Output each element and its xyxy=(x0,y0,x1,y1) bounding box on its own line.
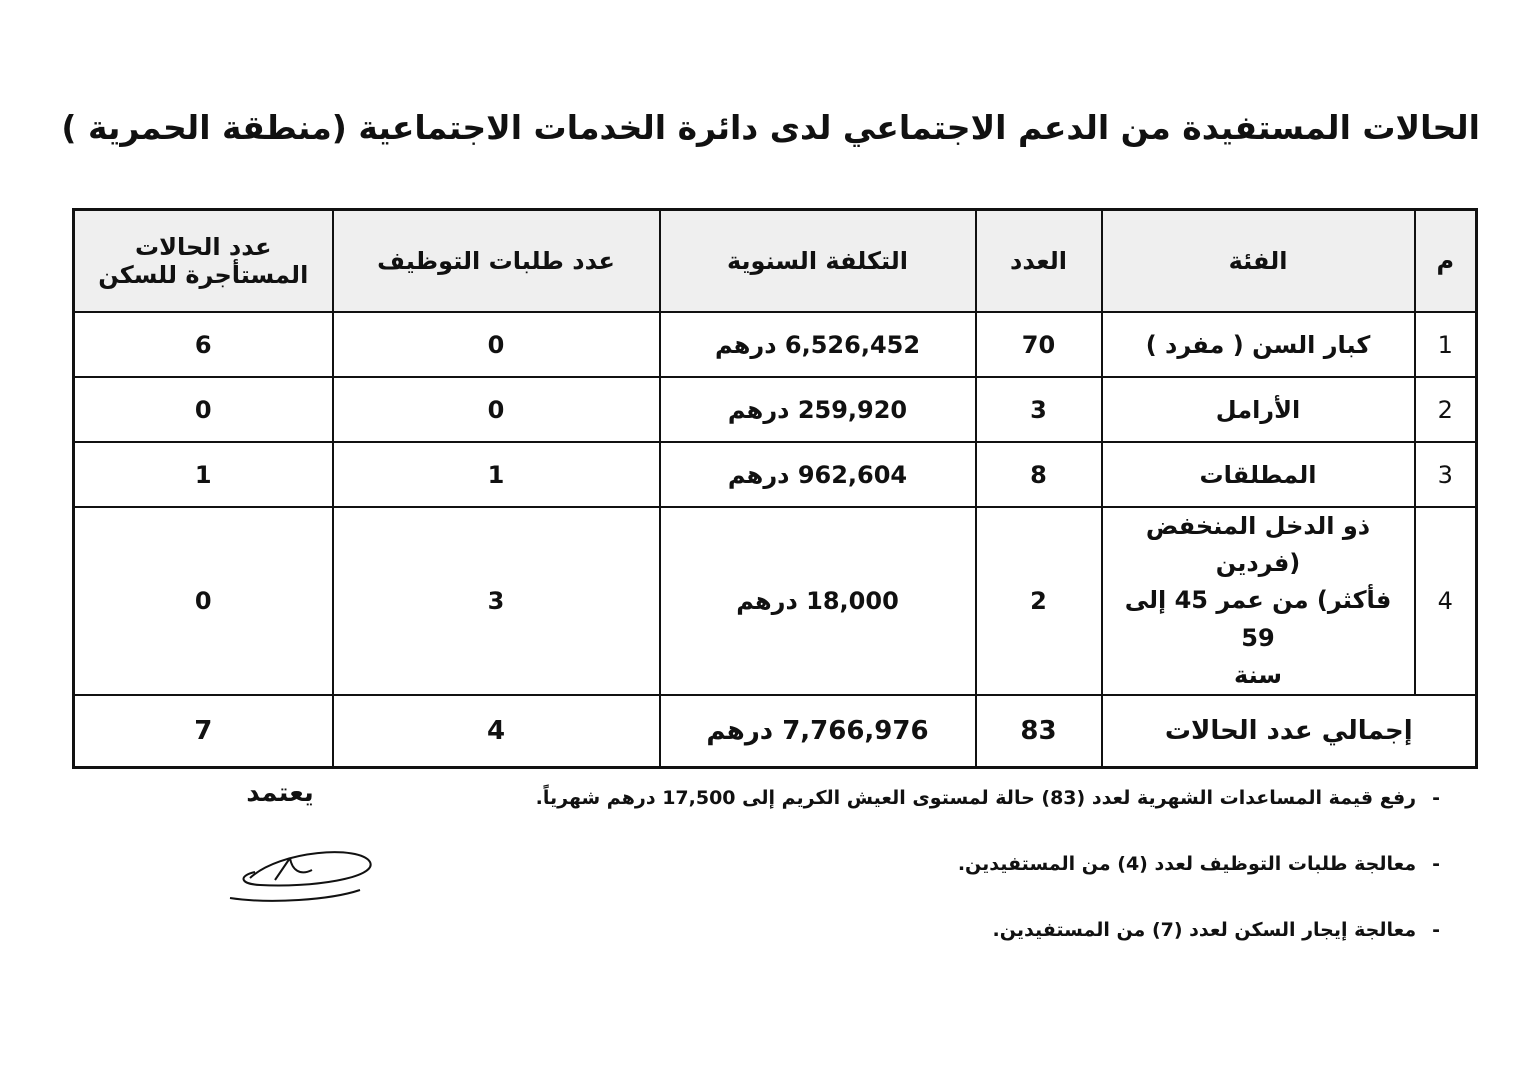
note-item xyxy=(560,844,1440,910)
cell-category-line3: سنة xyxy=(1234,660,1282,689)
cell-employment-requests: 0 xyxy=(333,377,660,442)
note-item xyxy=(560,910,1440,976)
table-row xyxy=(74,377,1477,442)
document-title: الحالات المستفيدة من الدعم الاجتماعي لدى دائرة الخدمات الاجتماعية (منطقة الحمرية ) xyxy=(61,108,1480,147)
cell-rented-housing: 0 xyxy=(74,377,333,442)
cell-category: كبار السن ( مفرد ) xyxy=(1102,312,1415,377)
cell-category: المطلقات xyxy=(1102,442,1415,507)
note-dash: - xyxy=(1432,919,1440,941)
cell-count: 3 xyxy=(976,377,1102,442)
notes-list xyxy=(535,778,1440,976)
cell-no: 2 xyxy=(1415,377,1477,442)
table-row xyxy=(74,507,1477,695)
cell-category-line2: فأكثر) من عمر 45 إلى 59 xyxy=(1124,586,1392,652)
signature-icon xyxy=(220,840,380,910)
header-count: العدد xyxy=(976,210,1102,313)
header-rented-housing xyxy=(74,210,333,313)
cell-no: 1 xyxy=(1415,312,1477,377)
header-category: الفئة xyxy=(1102,210,1415,313)
table-header-row xyxy=(74,210,1477,313)
approval-label: يعتمد xyxy=(246,778,314,808)
cell-no: 4 xyxy=(1415,507,1477,695)
cell-category xyxy=(1102,507,1415,695)
beneficiaries-table xyxy=(72,208,1478,769)
table-row xyxy=(74,312,1477,377)
cell-count: 8 xyxy=(976,442,1102,507)
cell-rented-housing: 1 xyxy=(74,442,333,507)
note-dash: - xyxy=(1432,853,1440,875)
cell-category-line1: ذو الدخل المنخفض (فردين xyxy=(1145,512,1371,578)
note-text: معالجة إيجار السكن لعدد (7) من المستفيدين. xyxy=(992,919,1417,941)
header-annual-cost: التكلفة السنوية xyxy=(660,210,976,313)
cell-rented-housing: 6 xyxy=(74,312,333,377)
header-employment-requests: عدد طلبات التوظيف xyxy=(333,210,660,313)
cell-count: 2 xyxy=(976,507,1102,695)
header-no: م xyxy=(1415,210,1477,313)
header-rented-housing-line2: المستأجرة للسكن xyxy=(98,261,309,289)
header-rented-housing-line1: عدد الحالات xyxy=(135,233,272,261)
total-annual-cost: 7,766,976 درهم xyxy=(660,695,976,768)
cell-rented-housing: 0 xyxy=(74,507,333,695)
table-row xyxy=(74,442,1477,507)
total-label: إجمالي عدد الحالات xyxy=(1102,695,1477,768)
note-text: معالجة طلبات التوظيف لعدد (4) من المستفيدين. xyxy=(957,853,1417,875)
cell-count: 70 xyxy=(976,312,1102,377)
cell-employment-requests: 1 xyxy=(333,442,660,507)
total-count: 83 xyxy=(976,695,1102,768)
cell-employment-requests: 3 xyxy=(333,507,660,695)
note-text: رفع قيمة المساعدات الشهرية لعدد (83) حالة لمستوى العيش الكريم إلى 17,500 درهم شهرياً. xyxy=(535,787,1417,809)
table-total-row xyxy=(74,695,1477,768)
cell-annual-cost: 18,000 درهم xyxy=(660,507,976,695)
cell-category: الأرامل xyxy=(1102,377,1415,442)
cell-annual-cost: 6,526,452 درهم xyxy=(660,312,976,377)
total-employment-requests: 4 xyxy=(333,695,660,768)
note-item xyxy=(535,778,1440,844)
total-rented-housing: 7 xyxy=(74,695,333,768)
cell-no: 3 xyxy=(1415,442,1477,507)
cell-employment-requests: 0 xyxy=(333,312,660,377)
cell-annual-cost: 259,920 درهم xyxy=(660,377,976,442)
cell-annual-cost: 962,604 درهم xyxy=(660,442,976,507)
note-dash: - xyxy=(1432,787,1440,809)
